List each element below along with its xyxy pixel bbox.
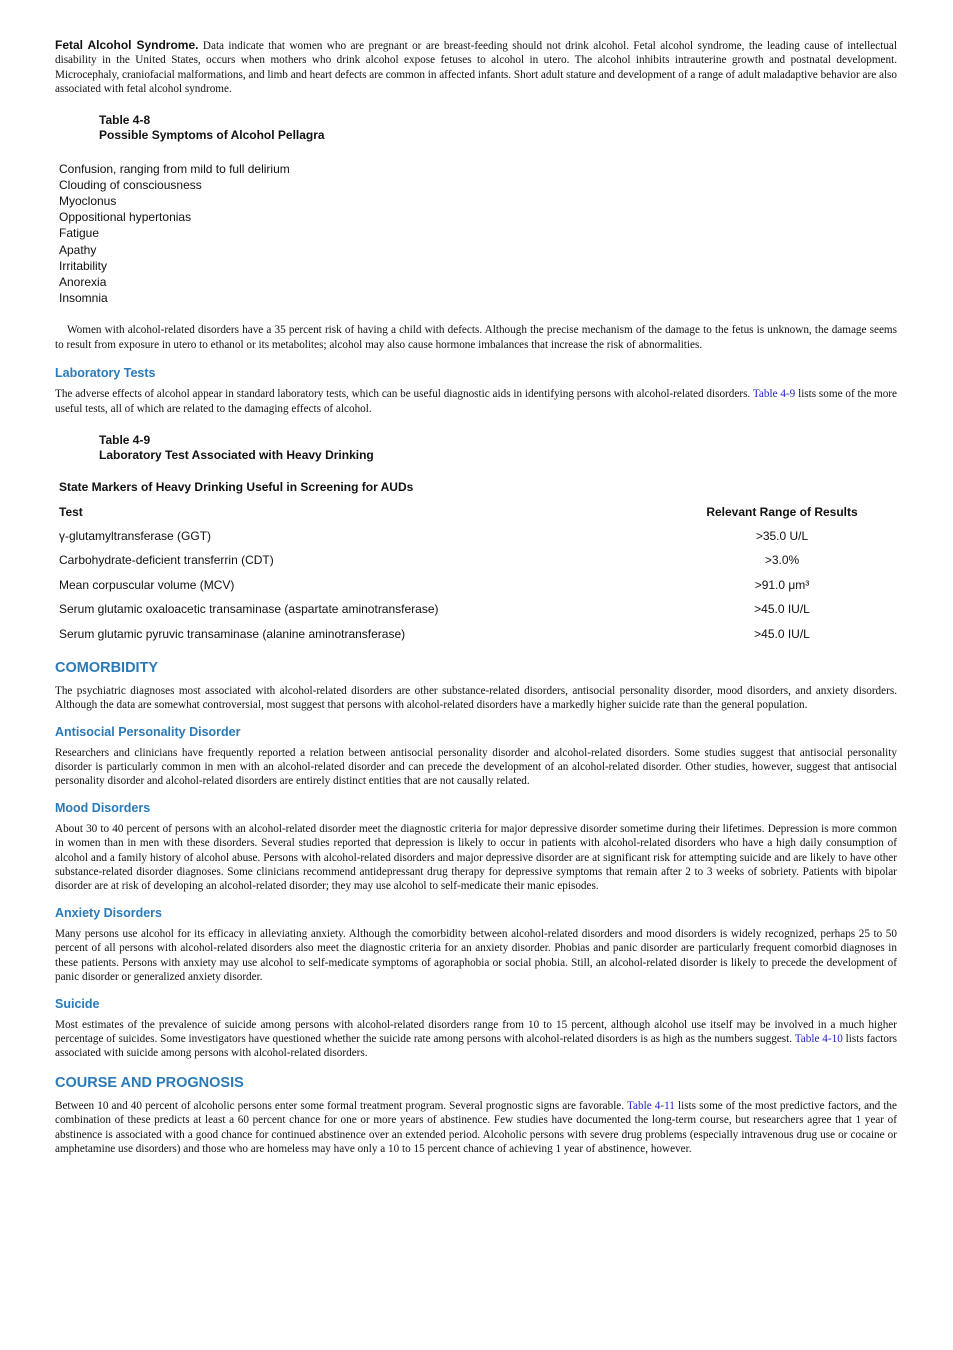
table-4-9-link[interactable]: Table 4-9 — [752, 388, 796, 401]
suicide-text-after: lists factors associated with suicide among persons with alcohol-related disorders. — [55, 1032, 897, 1060]
table-4-8-number: Table 4-8 — [99, 112, 151, 127]
table-4-11-link[interactable]: Table 4-11 — [626, 1099, 675, 1112]
table-4-8-caption — [99, 113, 897, 143]
column-header-range: Relevant Range of Results — [706, 504, 858, 519]
list-item: Fatigue — [59, 226, 100, 241]
test-cell: Carbohydrate-deficient transferrin (CDT) — [59, 553, 274, 568]
suicide-text-before: Most estimates of the prevalence of suicide among persons with alcohol-related disorders range from 10 to 15 percent, although alcohol use itself may be involved in a much higher percentage of suicides. Some investigators have questioned whether the suicide rate among persons with alcohol-related disorders is as high as the numbers suggest. — [55, 1018, 897, 1045]
test-cell: Mean corpuscular volume (MCV) — [59, 577, 235, 592]
range-cell: >91.0 μm³ — [754, 577, 810, 592]
range-cell: >35.0 U/L — [755, 529, 809, 544]
anxiety-disorders-heading: Anxiety Disorders — [55, 905, 162, 920]
table-4-9-caption — [99, 433, 897, 463]
lab-text-before: The adverse effects of alcohol appear in standard laboratory tests, which can be useful diagnostic aids in identifying persons with alcohol-related disorders. — [55, 388, 753, 401]
fas-text: Data indicate that women who are pregnant or are breast-feeding should not drink alcohol. Fetal alcohol syndrome, the leading cause of intellectual disability in the United States, occurs when mothers who drink alcohol expose fetuses to alcohol in utero. The alcohol inhibits intrauterine growth and postnatal development. Microcephaly, craniofacial malformations, and limb and heart defects are common in affected infants. Short adult stature and development of a range of adult maladaptive behavior are also associated with fetal alcohol syndrome. — [55, 40, 897, 96]
suicide-heading: Suicide — [55, 996, 100, 1011]
laboratory-tests-paragraph — [55, 387, 897, 416]
table-4-9-title: Laboratory Test Associated with Heavy Drinking — [99, 448, 374, 463]
list-item: Clouding of consciousness — [59, 177, 202, 192]
table-subtitle: State Markers of Heavy Drinking Useful in Screening for AUDs — [59, 480, 414, 495]
course-text-before: Between 10 and 40 percent of alcoholic persons enter some formal treatment program. Several prognostic signs are favorable. — [55, 1099, 627, 1112]
table-header-row — [55, 499, 897, 523]
table-row — [55, 548, 897, 572]
list-item: Oppositional hypertonias — [59, 210, 192, 225]
anxiety-disorders-paragraph: Many persons use alcohol for its efficacy in alleviating anxiety. Although the comorbidity between alcohol-related disorders and mood disorders is widely recognized, perhaps 25 to 50 percent of all persons with alcohol-related disorders also meet the diagnostic criteria for an anxiety disorder. Phobias and panic disorder are particularly frequent comorbid diagnoses in these patients. Persons with anxiety may use alcohol to self-medicate symptoms of agoraphobia or social phobia. Still, an alcohol-related disorder is likely to precede the development of panic disorder or generalized anxiety disorder. — [55, 927, 897, 984]
test-cell: Serum glutamic pyruvic transaminase (alanine aminotransferase) — [59, 626, 406, 641]
table-row — [55, 621, 897, 645]
suicide-paragraph — [55, 1018, 897, 1061]
comorbidity-heading: COMORBIDITY — [55, 659, 159, 676]
table-4-10-link[interactable]: Table 4-10 — [794, 1032, 843, 1045]
range-cell: >45.0 IU/L — [754, 602, 810, 617]
list-item: Insomnia — [59, 291, 108, 306]
lab-text-after: lists some of the more useful tests, all of which are related to the damaging effects of alcohol. — [55, 388, 897, 415]
list-item: Apathy — [59, 242, 97, 257]
antisocial-heading: Antisocial Personality Disorder — [55, 724, 241, 739]
list-item: Confusion, ranging from mild to full delirium — [59, 161, 290, 176]
fas-lead: Fetal Alcohol Syndrome. — [55, 38, 199, 52]
mood-disorders-heading: Mood Disorders — [55, 800, 151, 815]
table-4-9-number: Table 4-9 — [99, 433, 151, 448]
laboratory-tests-heading: Laboratory Tests — [55, 366, 156, 381]
lab-test-table — [55, 475, 897, 646]
column-header-test: Test — [59, 504, 83, 519]
antisocial-paragraph: Researchers and clinicians have frequently reported a relation between antisocial personality disorder and alcohol-related disorders. Some studies suggest that antisocial personality disorder is particularly common in men with an alcohol-related disorder and can precede the development of an alcohol-related disorder. Other studies, however, suggest that antisocial personality disorder and alcohol-related disorders are entirely distinct entities that are not causally related. — [55, 746, 897, 788]
list-item: Irritability — [59, 258, 108, 273]
test-cell: γ-glutamyltransferase (GGT) — [59, 529, 212, 544]
table-row — [55, 524, 897, 548]
fas-paragraph — [55, 38, 897, 97]
course-prognosis-heading: COURSE AND PROGNOSIS — [55, 1074, 244, 1091]
list-item: Myoclonus — [59, 194, 117, 209]
course-prognosis-paragraph — [55, 1099, 897, 1157]
table-4-8-title: Possible Symptoms of Alcohol Pellagra — [99, 127, 325, 142]
defects-paragraph: Women with alcohol-related disorders have a 35 percent risk of having a child with defects. Although the precise mechanism of the damage to the fetus is unknown, the damage seems to result from exposure in utero to ethanol or its metabolites; alcohol may also cause hormone imbalances that increase the risk of abnormalities. — [55, 324, 897, 351]
course-text-after: lists some of the most predictive factors, and the combination of these predicts at least a 60 percent chance for one or more years of abstinence. Few studies have documented the long-term course, but researchers agree that 1 year of abstinence is associated with a good chance for continued abstinence over an extended period. Alcoholic persons with severe drug problems (especially intravenous drug use or cocaine or amphetamine use disorders) and those who are homeless may have only a 10 to 15 percent chance of achieving 1 year of abstinence, however. — [55, 1099, 897, 1155]
table-subtitle-row — [55, 475, 897, 499]
document-page — [55, 38, 897, 1156]
mood-disorders-paragraph: About 30 to 40 percent of persons with an alcohol-related disorder meet the diagnostic criteria for major depressive disorder sometime during their lifetimes. Depression is more common in women than in men with these disorders. Several studies reported that depression is likely to occur in patients with alcohol-related disorders who have a high daily consumption of alcohol and a family history of alcohol abuse. Persons with alcohol-related disorders and major depressive disorder are at significant risk for attempting suicide and are likely to have other substance-related disorder diagnoses. Some clinicians recommend antidepressant drug therapy for depressive symptoms that remain after 2 to 3 weeks of sobriety. Patients with bipolar disorder are at risk of developing an alcohol-related disorder; they may use alcohol to self-medicate their manic episodes. — [55, 822, 897, 893]
range-cell: >3.0% — [764, 553, 800, 568]
comorbidity-paragraph: The psychiatric diagnoses most associated with alcohol-related disorders are other substance-related disorders, antisocial personality disorder, mood disorders, and anxiety disorders. Although the data are somewhat controversial, most suggest that persons with alcohol-related disorders have a markedly higher suicide rate than the general population. — [55, 684, 897, 712]
table-row — [55, 597, 897, 621]
list-item: Anorexia — [59, 275, 107, 290]
pellagra-symptom-list — [59, 161, 897, 307]
test-cell: Serum glutamic oxaloacetic transaminase (aspartate aminotransferase) — [59, 602, 439, 617]
range-cell: >45.0 IU/L — [754, 626, 810, 641]
table-row — [55, 573, 897, 597]
